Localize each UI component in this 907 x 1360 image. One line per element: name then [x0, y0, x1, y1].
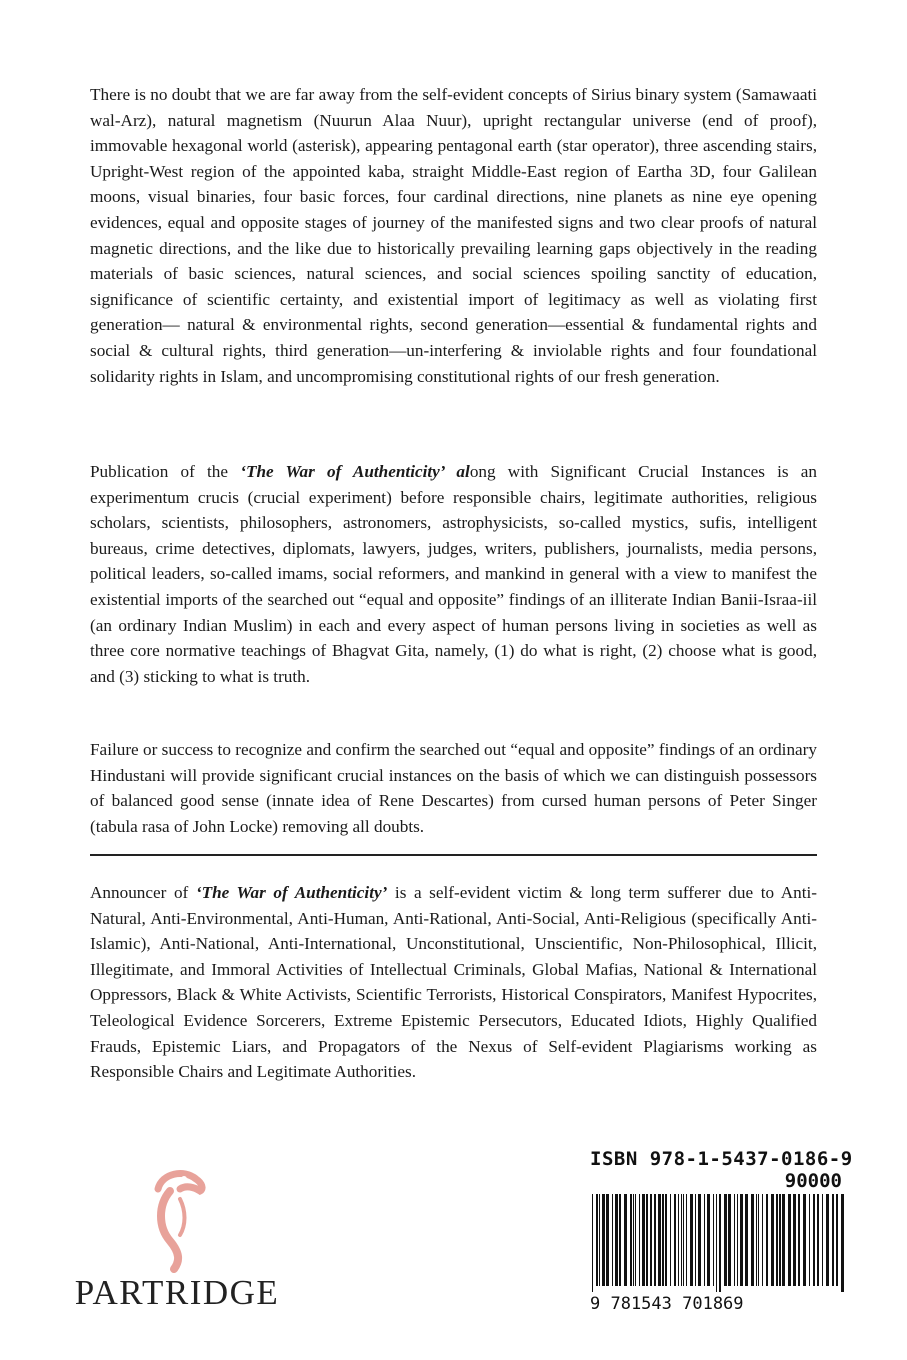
barcode-bar	[740, 1194, 743, 1286]
barcode-bar	[793, 1194, 796, 1286]
barcode-bar	[728, 1194, 731, 1286]
barcode-bar	[690, 1194, 693, 1286]
barcode-bar	[751, 1194, 754, 1286]
barcode-bar	[716, 1194, 717, 1292]
publisher-logo	[52, 1165, 302, 1315]
barcode-bar	[612, 1194, 613, 1286]
bio-lead: Announcer of	[90, 883, 196, 902]
barcode-bar	[658, 1194, 661, 1286]
barcode-bar	[635, 1194, 636, 1286]
barcode-bar	[719, 1194, 721, 1292]
barcode-bar	[599, 1194, 600, 1286]
barcode-bar	[665, 1194, 667, 1286]
barcode-bar	[832, 1194, 834, 1286]
paragraph-lead: Publication of the	[90, 462, 241, 481]
barcode-bar	[686, 1194, 687, 1286]
partridge-bird-icon	[140, 1165, 210, 1273]
description-paragraph-2	[90, 459, 817, 689]
barcode-bar	[788, 1194, 791, 1286]
barcode-bar	[798, 1194, 800, 1286]
bio-text	[90, 880, 817, 1085]
ean-digits: 9 781543 701869	[590, 1294, 744, 1314]
barcode-bar	[724, 1194, 727, 1286]
book-title: ‘The War of Authenticity’ al	[240, 462, 470, 481]
barcode-bar	[650, 1194, 652, 1286]
barcode-bar	[836, 1194, 838, 1286]
section-divider	[90, 854, 817, 856]
barcode-bar	[782, 1194, 785, 1286]
barcode-bar	[619, 1194, 621, 1286]
barcode-bar	[771, 1194, 774, 1286]
barcode-bar	[809, 1194, 810, 1286]
barcode-bar	[813, 1194, 815, 1286]
book-title: ‘The War of Authenticity’	[195, 883, 388, 902]
barcode-bars	[590, 1194, 848, 1292]
barcode-bar	[646, 1194, 648, 1286]
barcode-bar	[681, 1194, 682, 1286]
barcode-bar	[678, 1194, 679, 1286]
barcode-bar	[704, 1194, 705, 1286]
description-paragraph-3	[90, 737, 817, 839]
barcode-bar	[817, 1194, 819, 1286]
isbn-barcode	[590, 1148, 853, 1318]
barcode-bar	[654, 1194, 656, 1286]
barcode-bar	[737, 1194, 738, 1286]
paragraph-rest: ong with Significant Crucial Instances is an experimentum crucis (crucial experiment) before responsible chairs, legitimate authorities, religious scholars, scientists, philosophers, astronomers, astrophysicists, so-called mystics, sufis, intelligent bureaus, crime detectives, diplomats, lawyers, judges, writers, publishers, journalists, media persons, political leaders, so-called imams, social reformers, and mankind in general with a view to manifest the existential imports of the searched out “equal and opposite” findings of an illiterate Indian Banii-Israa-iil (an ordinary Indian Muslim) in each and every aspect of human persons living in societies as well as three core normative teachings of Bhagvat Gita, namely, (1) do what is right, (2) choose what is good, and (3) sticking to what is truth.	[90, 462, 817, 686]
barcode-bar	[633, 1194, 634, 1286]
barcode-bar	[592, 1194, 593, 1292]
barcode-bar	[803, 1194, 806, 1286]
barcode-bar	[683, 1194, 684, 1286]
paragraph-text: There is no doubt that we are far away from the self-evident concepts of Sirius binary system (Samawaati wal-Arz), natural magnetism (Nuurun Alaa Nuur), upright rectangular universe (end of proof), immovable hexagonal world (asterisk), appearing pentagonal earth (star operator), three ascending stairs, Upright-West region of the appointed kaba, straight Middle-East region of Eartha 3D, four Galilean moons, visual binaries, four basic forces, four cardinal directions, nine planets as nine eye opening evidences, equal and opposite stages of journey of the manifested signs and two clear proofs of natural magnetic directions, and the like due to historically prevailing learning gaps objectively in the reading materials of basic sciences, natural sciences, and social sciences spoiling sanctity of education, significance of scientific certainty, and existential import of legitimacy as well as violating first generation— natural & environmental rights, second generation—essential & fundamental rights and social & cultural rights, third generation—un-interfering & inviolable rights and four foundational solidarity rights in Islam, and uncompromising constitutional rights of our fresh generation.	[90, 85, 817, 386]
barcode-bar	[826, 1194, 829, 1286]
barcode-bar	[662, 1194, 664, 1286]
barcode-bar	[695, 1194, 696, 1286]
description-paragraph-1	[90, 82, 817, 389]
barcode-bar	[602, 1194, 605, 1286]
barcode-bar	[745, 1194, 748, 1286]
barcode-bar	[762, 1194, 763, 1286]
isbn-number: ISBN 978-1-5437-0186-9	[590, 1148, 853, 1170]
barcode-bar	[841, 1194, 844, 1292]
barcode-bar	[758, 1194, 759, 1286]
barcode-bar	[713, 1194, 714, 1286]
bio-rest: is a self-evident victim & long term sufferer due to Anti-Natural, Anti-Environmental, Anti-Human, Anti-Rational, Anti-Social, Anti-Religious (specifically Anti-Islamic), Anti-National, Anti-International, Unconstitutional, Unscientific, Non-Philosophical, Illicit, Illegitimate, and Immoral Activities of Intellectual Criminals, Global Mafias, National & International Oppressors, Black & White Activists, Scientific Terrorists, Historical Conspirators, Manifest Hypocrites, Teleological Evidence Sorcerers, Extreme Epistemic Persecutors, Educated Idiots, Highly Qualified Frauds, Epistemic Liars, and Propagators of the Nexus of Self-evident Plagiarisms working as Responsible Chairs and Legitimate Authorities.	[90, 883, 817, 1082]
barcode-bar	[606, 1194, 609, 1286]
barcode-bar	[734, 1194, 735, 1286]
barcode-bar	[630, 1194, 632, 1286]
barcode-bar	[698, 1194, 701, 1286]
paragraph-text: Failure or success to recognize and confirm the searched out “equal and opposite” findings of an ordinary Hindustani will provide significant crucial instances on the basis of which we can distinguish possessors of balanced good sense (innate idea of Rene Descartes) from cursed human persons of Peter Singer (tabula rasa of John Locke) removing all doubts.	[90, 740, 817, 836]
barcode-bar	[642, 1194, 645, 1286]
paragraph-text	[90, 459, 817, 689]
barcode-bar	[766, 1194, 768, 1286]
barcode-bar	[756, 1194, 757, 1286]
barcode-bar	[707, 1194, 710, 1286]
barcode-bar	[779, 1194, 781, 1286]
barcode-bar	[674, 1194, 676, 1286]
barcode-bar	[639, 1194, 640, 1286]
barcode-bar	[596, 1194, 598, 1286]
barcode-bar	[776, 1194, 778, 1286]
publisher-name: PARTRIDGE	[74, 1273, 280, 1312]
author-bio	[90, 880, 817, 1085]
price-code: 90000	[784, 1170, 842, 1192]
barcode-bar	[624, 1194, 627, 1286]
barcode-bar	[822, 1194, 823, 1286]
barcode-bar	[670, 1194, 671, 1286]
barcode-bar	[615, 1194, 618, 1286]
